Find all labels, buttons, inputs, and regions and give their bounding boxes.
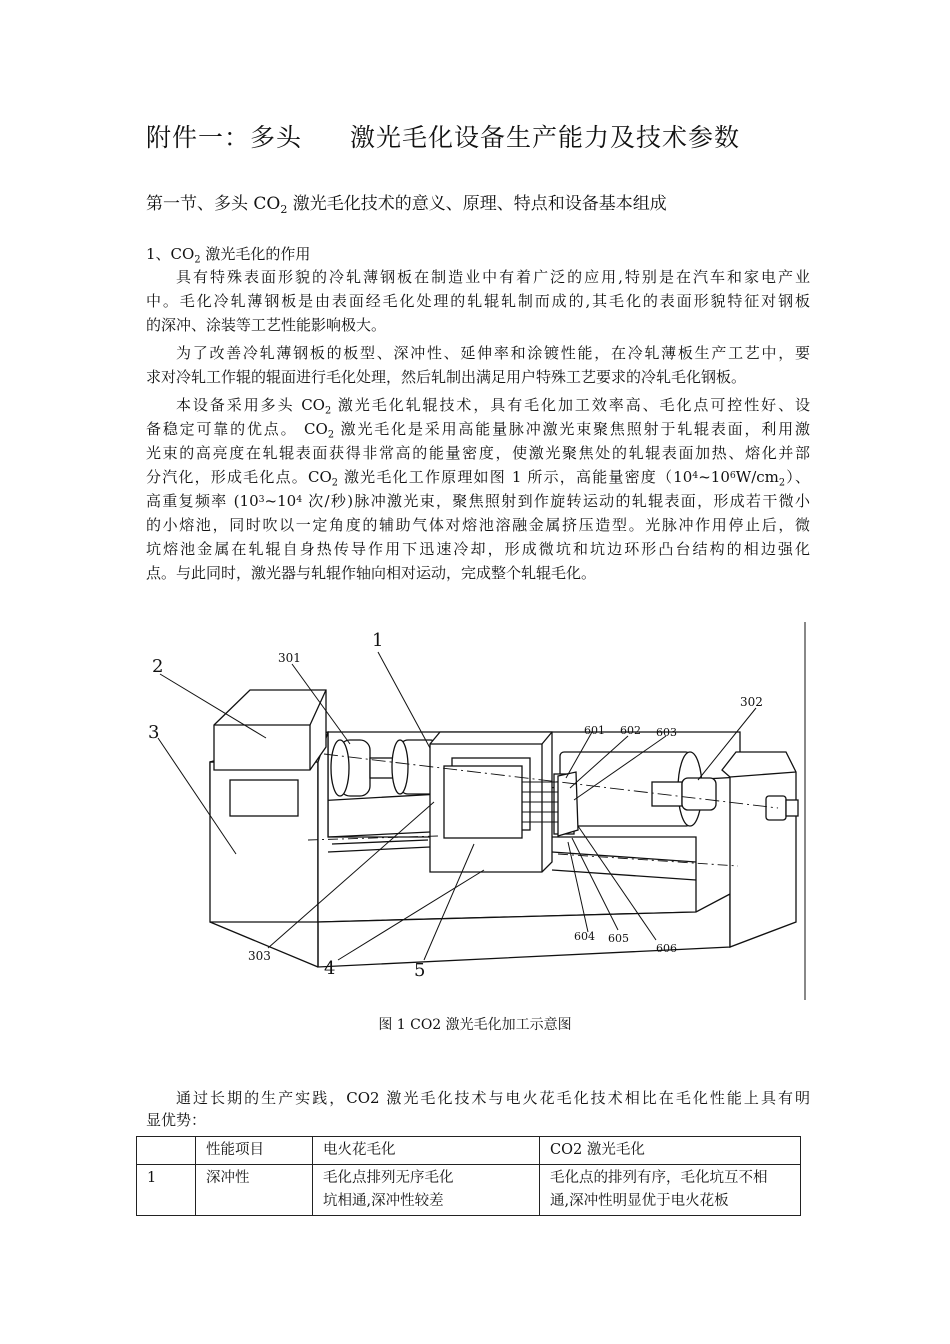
para3-line7: 坑熔池金属在轧辊自身热传导作用下迅速冷却，形成微坑和坑边环形凸台结构的相边强化 (146, 540, 810, 558)
para1-line3: 的深冲、涂装等工艺性能影响极大。 (146, 316, 387, 334)
label-302: 302 (740, 695, 763, 709)
label-303: 303 (248, 949, 271, 963)
table-row (137, 1165, 801, 1216)
header-cell-edm: 电火花毛化 (313, 1137, 540, 1165)
label-1: 1 (372, 630, 384, 651)
title-part2: 激光毛化设备生产能力及技术参数 (350, 123, 741, 152)
label-2: 2 (152, 656, 164, 677)
para3-line2: 备稳定可靠的优点。 $CO_2$ 激光毛化是采用高能量脉冲激光束聚焦照射于轧辊表面，利用激 (146, 420, 810, 441)
para3-line6: 的小熔池，同时吹以一定角度的辅助气体对熔池溶融金属挤压造型。光脉冲作用停止后，微 (146, 516, 810, 534)
para4-line1: 通过长期的生产实践，CO2 激光毛化技术与电火花毛化技术相比在毛化性能上具有明 (176, 1089, 810, 1107)
para1-line2: 中。毛化冷轧薄钢板是由表面经毛化处理的轧辊轧制而成的,其毛化的表面形貌特征对钢板 (146, 292, 810, 310)
label-301: 301 (278, 651, 301, 665)
comparison-table (136, 1136, 801, 1216)
header-cell-no (137, 1137, 196, 1165)
label-601: 601 (584, 724, 605, 737)
machine-schematic-figure (138, 622, 810, 1000)
title-part1: 附件一：多头 (146, 123, 303, 152)
label-603: 603 (656, 726, 677, 739)
para2-line1: 为了改善冷轧薄钢板的板型、深冲性、延伸率和涂镀性能，在冷轧薄板生产工艺中，要 (176, 344, 810, 362)
para4-line2: 显优势： (146, 1111, 207, 1129)
section-heading: 第一节、多头 $CO_2$ 激光毛化技术的意义、原理、特点和设备基本组成 (146, 194, 667, 216)
cell-item: 深冲性 (196, 1165, 313, 1216)
para3-line3: 光束的高亮度在轧辊表面获得非常高的能量密度，使激光聚焦处的轧辊表面加热、熔化并部 (146, 444, 810, 462)
document-title (146, 118, 740, 154)
header-cell-laser: CO2 激光毛化 (540, 1137, 801, 1165)
para1-line1: 具有特殊表面形貌的冷轧薄钢板在制造业中有着广泛的应用,特别是在汽车和家电产业 (176, 268, 810, 286)
para3-line5: 高重复频率 ($10^3\sim 10^4$ 次/秒)脉冲激光束，聚焦照射到作旋转运动的轧辊表面，形成若干微小 (146, 492, 810, 510)
para3-line1: 本设备采用多头 $CO_2$ 激光毛化轧辊技术，具有毛化加工效率高、毛化点可控性好、设 (176, 396, 810, 417)
header-cell-item: 性能项目 (196, 1137, 313, 1165)
label-605: 605 (608, 932, 629, 945)
label-606: 606 (656, 942, 677, 955)
para2-line2: 求对冷轧工作辊的辊面进行毛化处理，然后轧制出满足用户特殊工艺要求的冷轧毛化钢板。 (146, 368, 747, 386)
cell-no: 1 (137, 1165, 196, 1216)
figure-caption: 图 1 CO2 激光毛化加工示意图 (378, 1017, 572, 1033)
label-3: 3 (148, 722, 160, 743)
label-5: 5 (414, 960, 426, 981)
cell-edm: 毛化点排列无序毛化 坑相通,深冲性较差 (313, 1165, 540, 1216)
table-header-row (137, 1137, 801, 1165)
label-604: 604 (574, 930, 595, 943)
cell-laser: 毛化点的排列有序，毛化坑互不相 通,深冲性明显优于电火花板 (540, 1165, 801, 1216)
para3-line8: 点。与此同时，激光器与轧辊作轴向相对运动，完成整个轧辊毛化。 (146, 564, 597, 582)
label-4: 4 (324, 958, 336, 979)
subsection-heading: 1、$CO_2$ 激光毛化的作用 (146, 245, 311, 266)
label-602: 602 (620, 724, 641, 737)
para3-line4: 分汽化，形成毛化点。$CO_2$ 激光毛化工作原理如图 1 所示，高能量密度$(10^4\sim 10^6W/cm_2)$、 (146, 468, 811, 489)
